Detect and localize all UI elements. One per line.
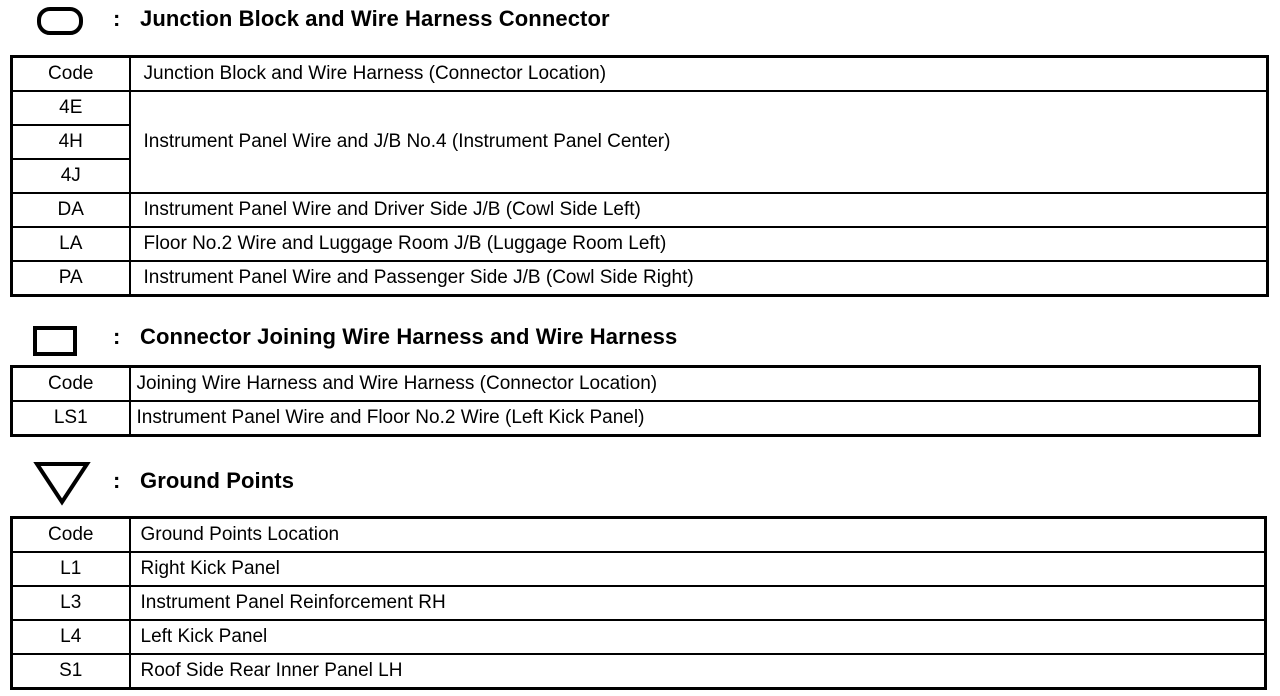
desc-cell: Left Kick Panel bbox=[130, 620, 1266, 654]
table-row bbox=[12, 620, 1266, 654]
section-ground-points-header bbox=[0, 460, 1280, 500]
code-cell: 4H bbox=[12, 125, 130, 159]
section-colon: : bbox=[113, 468, 121, 493]
desc-cell: Instrument Panel Reinforcement RH bbox=[130, 586, 1266, 620]
ground-points-table bbox=[10, 516, 1267, 690]
code-cell: 4J bbox=[12, 159, 130, 193]
header-desc: Junction Block and Wire Harness (Connector Location) bbox=[130, 57, 1268, 92]
table-row bbox=[12, 586, 1266, 620]
desc-cell: Instrument Panel Wire and Driver Side J/B (Cowl Side Left) bbox=[130, 193, 1268, 227]
table-row bbox=[12, 227, 1268, 261]
table-row bbox=[12, 261, 1268, 296]
section-colon: : bbox=[113, 324, 121, 349]
code-cell: LA bbox=[12, 227, 130, 261]
desc-cell: Roof Side Rear Inner Panel LH bbox=[130, 654, 1266, 689]
triangle-down-icon bbox=[33, 460, 91, 506]
section-title: Junction Block and Wire Harness Connector bbox=[140, 6, 610, 31]
section-title: Connector Joining Wire Harness and Wire Harness bbox=[140, 324, 678, 349]
table-row bbox=[12, 552, 1266, 586]
table-row bbox=[12, 193, 1268, 227]
code-cell: DA bbox=[12, 193, 130, 227]
section-title: Ground Points bbox=[140, 468, 295, 493]
junction-block-table bbox=[10, 55, 1269, 297]
table-header-row bbox=[12, 518, 1266, 553]
code-cell: L4 bbox=[12, 620, 130, 654]
table-header-row bbox=[12, 57, 1268, 92]
table-row bbox=[12, 91, 1268, 125]
table-header-row bbox=[12, 367, 1260, 402]
desc-cell: Floor No.2 Wire and Luggage Room J/B (Luggage Room Left) bbox=[130, 227, 1268, 261]
header-code: Code bbox=[12, 367, 130, 402]
code-cell: L3 bbox=[12, 586, 130, 620]
header-code: Code bbox=[12, 518, 130, 553]
connector-joining-table bbox=[10, 365, 1261, 437]
code-cell: S1 bbox=[12, 654, 130, 689]
code-cell: 4E bbox=[12, 91, 130, 125]
header-desc: Joining Wire Harness and Wire Harness (Connector Location) bbox=[130, 367, 1260, 402]
section-colon: : bbox=[113, 6, 121, 31]
desc-cell: Instrument Panel Wire and Passenger Side J/B (Cowl Side Right) bbox=[130, 261, 1268, 296]
code-cell: PA bbox=[12, 261, 130, 296]
rectangle-icon bbox=[32, 325, 78, 357]
code-cell: LS1 bbox=[12, 401, 130, 436]
desc-cell: Instrument Panel Wire and Floor No.2 Wire (Left Kick Panel) bbox=[130, 401, 1260, 436]
table-row bbox=[12, 654, 1266, 689]
desc-cell: Instrument Panel Wire and J/B No.4 (Instrument Panel Center) bbox=[130, 91, 1268, 193]
section-junction-block-header bbox=[0, 0, 1280, 40]
code-cell: L1 bbox=[12, 552, 130, 586]
rounded-rectangle-icon bbox=[36, 6, 84, 36]
section-connector-joining-header bbox=[0, 318, 1280, 358]
header-code: Code bbox=[12, 57, 130, 92]
table-row bbox=[12, 401, 1260, 436]
desc-cell: Right Kick Panel bbox=[130, 552, 1266, 586]
header-desc: Ground Points Location bbox=[130, 518, 1266, 553]
